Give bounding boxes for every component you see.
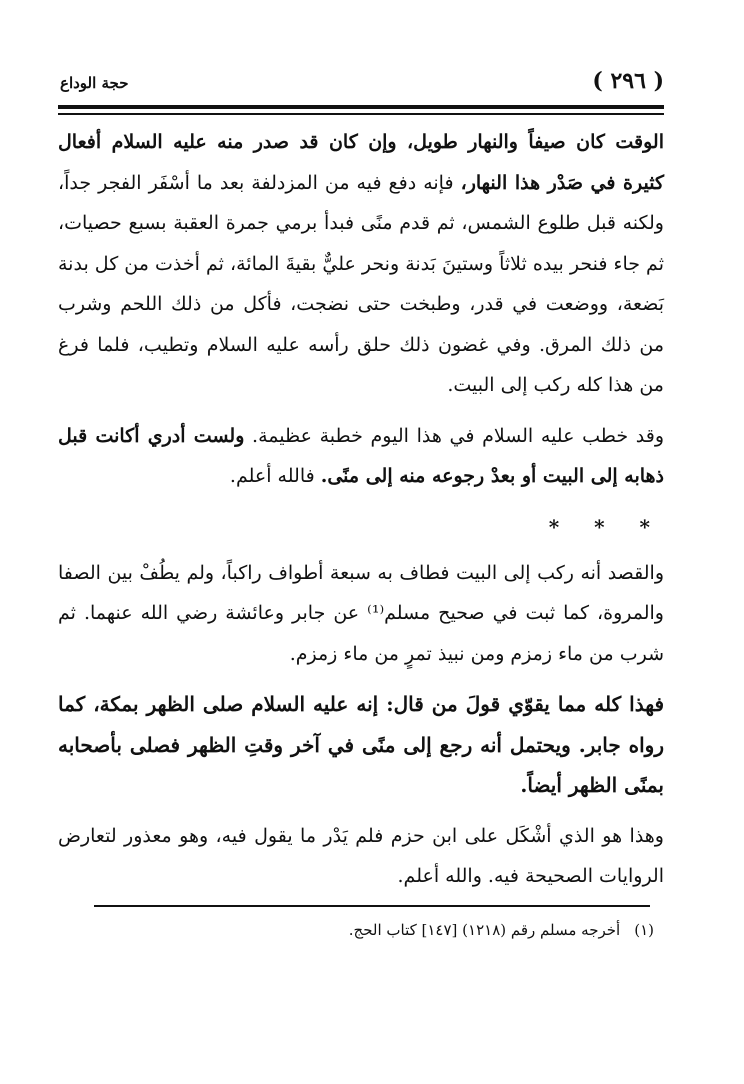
- paragraph-1: [58, 122, 664, 406]
- paragraph-2-bold: ولست أدري أكانت قبل ذهابه إلى البيت أو بعدْ رجوعه منه إلى منًى.: [58, 424, 664, 487]
- running-title: حجة الوداع: [60, 74, 129, 92]
- footnote-rule: [94, 905, 650, 907]
- header-rule-thick: [58, 105, 664, 109]
- main-text: [58, 122, 664, 907]
- section-separator: * * *: [548, 514, 664, 539]
- footnote-number: (١): [634, 921, 654, 939]
- paragraph-3: والقصد أنه ركب إلى البيت فطاف به سبعة أطواف راكباً، ولم يطُفْ بين الصفا والمروة، كما ثبت في صحيح مسلم⁽¹⁾ عن جابر وعائشة رضي الله عنهما. ثم شرب من ماء زمزم ومن نبيذ تمرٍ من ماء زمزم.: [58, 561, 664, 665]
- paragraph-2-plain: وقد خطب عليه السلام في هذا اليوم خطبة عظيمة.: [244, 424, 664, 447]
- paragraph-4: فهذا كله مما يقوّي قولَ من قال: إنه عليه السلام صلى الظهر بمكة، كما رواه جابر. ويحتمل أنه رجع إلى منًى في آخر وقتِ الظهر فصلى بأصحابه بمنًى الظهر أيضاً.: [58, 692, 664, 797]
- page-number: ( ٢٩٦ ): [592, 68, 664, 94]
- paragraph-1-rest: فإنه دفع فيه من المزدلفة بعد ما أسْفَر الفجر جداً، ولكنه قبل طلوع الشمس، ثم قدم منًى فبدأ برمي جمرة العقبة بسبع حصيات، ثم جاء فنحر بيده ثلاثاً وستينَ بَدنة ونحر عليٌّ بقيةَ المائة، ثم أخذت من كل بدنة بَضعة، ووضعت في قدر، وطبخت حتى نضجت، فأكل من ذلك اللحم وشرب من ذلك المرق. وفي غضون ذلك حلق رأسه عليه السلام وتطيب، فلما فرغ من هذا كله ركب إلى البيت.: [58, 171, 664, 396]
- header-rule-thin: [58, 113, 664, 115]
- paragraph-5: وهذا هو الذي أشْكَل على ابن حزم فلم يَدْر ما يقول فيه، وهو معذور لتعارض الروايات الصحيحة فيه. والله أعلم.: [58, 824, 664, 887]
- footnote-text: أخرجه مسلم رقم (١٢١٨) [١٤٧] كتاب الحج.: [348, 921, 621, 939]
- paragraph-2-end: فالله أعلم.: [229, 465, 321, 487]
- footnote: [58, 916, 654, 944]
- paragraph-2: [58, 416, 664, 497]
- page-header: [60, 68, 664, 104]
- paragraph-1-bold: الوقت كان صيفاً والنهار طويل، وإن كان قد صدر منه عليه السلام أفعال كثيرة في صَدْر هذا النهار،: [58, 131, 664, 194]
